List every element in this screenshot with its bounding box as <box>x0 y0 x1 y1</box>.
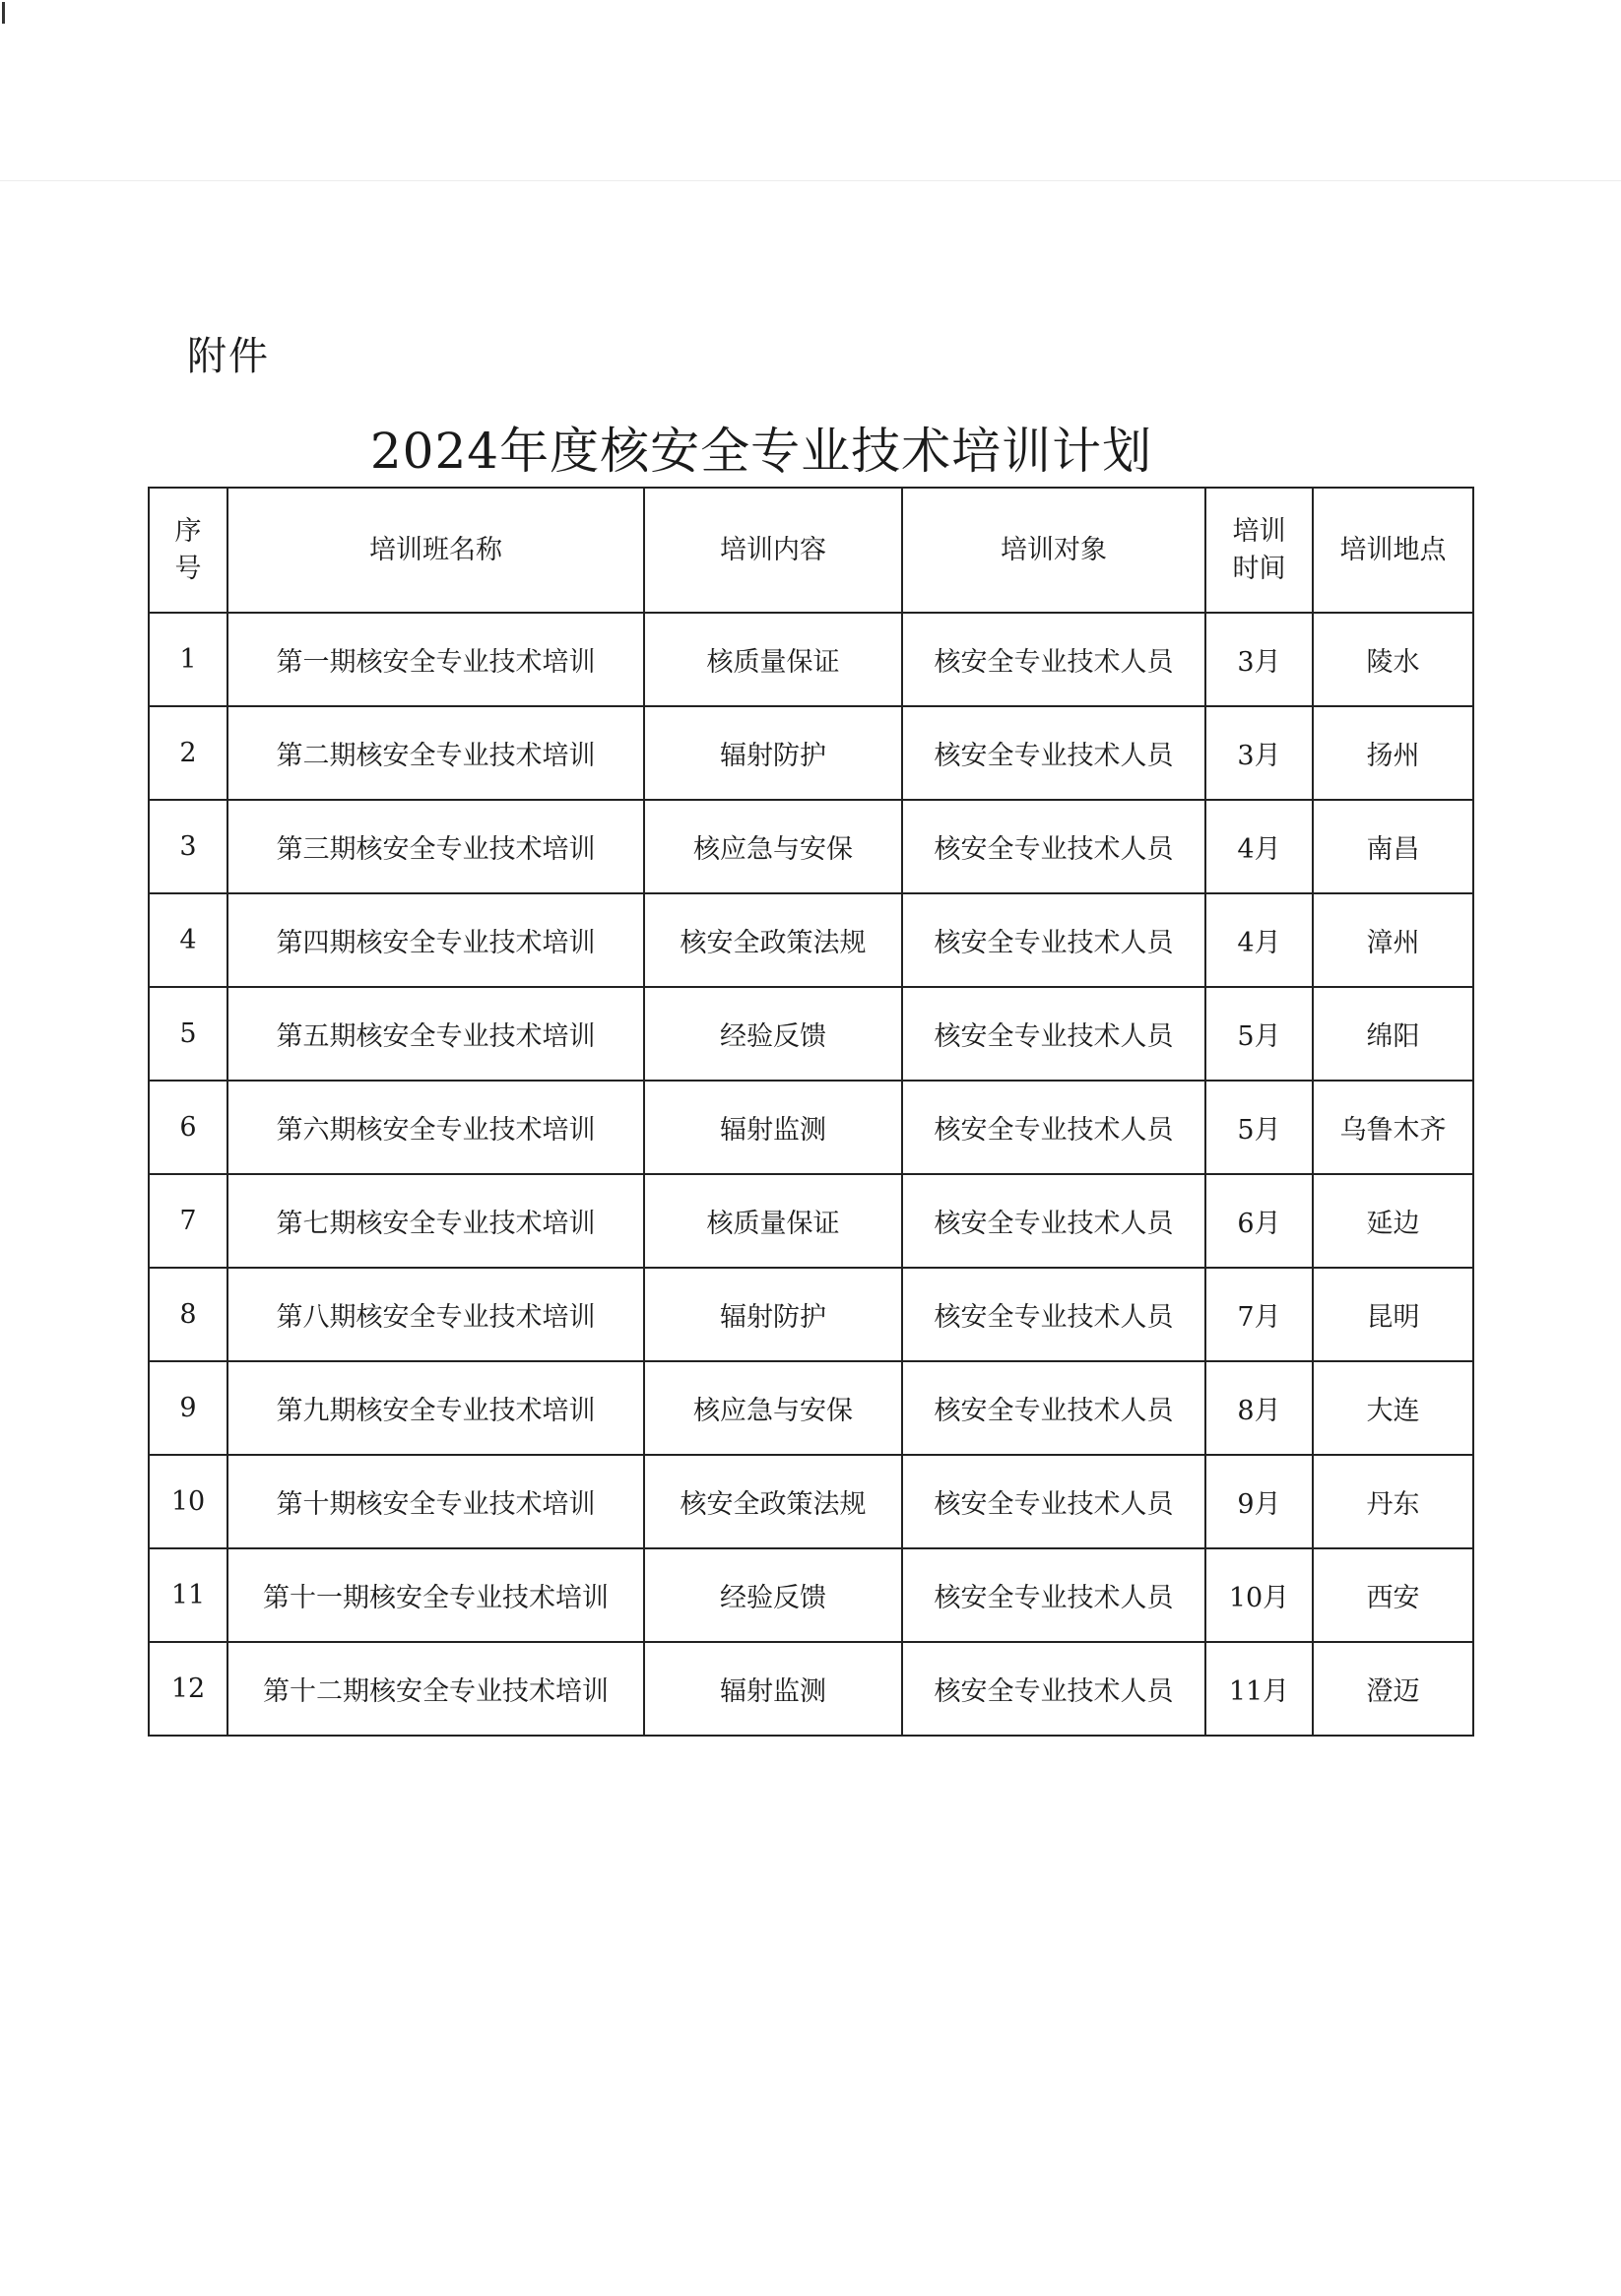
cell-seq: 8 <box>149 1268 227 1361</box>
table-header-row <box>149 488 1473 613</box>
header-content: 培训内容 <box>644 488 902 613</box>
cell-seq: 10 <box>149 1455 227 1548</box>
table-row <box>149 800 1473 893</box>
cell-seq: 11 <box>149 1548 227 1642</box>
cell-audience: 核安全专业技术人员 <box>902 1081 1205 1174</box>
cell-content: 辐射防护 <box>644 706 902 800</box>
cell-time: 4月 <box>1205 893 1313 987</box>
cell-time: 6月 <box>1205 1174 1313 1268</box>
cell-content: 辐射防护 <box>644 1268 902 1361</box>
cell-class-name: 第八期核安全专业技术培训 <box>227 1268 644 1361</box>
cell-audience: 核安全专业技术人员 <box>902 1455 1205 1548</box>
table-row <box>149 893 1473 987</box>
cell-time: 10月 <box>1205 1548 1313 1642</box>
cell-time: 5月 <box>1205 987 1313 1081</box>
cell-content: 核应急与安保 <box>644 800 902 893</box>
cell-audience: 核安全专业技术人员 <box>902 893 1205 987</box>
cell-class-name: 第九期核安全专业技术培训 <box>227 1361 644 1455</box>
cell-content: 核安全政策法规 <box>644 893 902 987</box>
cell-location: 南昌 <box>1313 800 1473 893</box>
cell-location: 漳州 <box>1313 893 1473 987</box>
cell-seq: 1 <box>149 613 227 706</box>
cell-seq: 9 <box>149 1361 227 1455</box>
cell-class-name: 第七期核安全专业技术培训 <box>227 1174 644 1268</box>
cell-content: 经验反馈 <box>644 1548 902 1642</box>
cell-audience: 核安全专业技术人员 <box>902 1548 1205 1642</box>
header-seq-line-2: 号 <box>174 553 202 584</box>
cell-seq: 2 <box>149 706 227 800</box>
table-row <box>149 987 1473 1081</box>
cell-class-name: 第十期核安全专业技术培训 <box>227 1455 644 1548</box>
header-seq-line-1: 序 <box>174 515 202 547</box>
page-title: 2024年度核安全专业技术培训计划 <box>369 423 1153 480</box>
table-row <box>149 706 1473 800</box>
header-time-line-1: 培训 <box>1232 515 1286 547</box>
cell-class-name: 第四期核安全专业技术培训 <box>227 893 644 987</box>
header-location: 培训地点 <box>1313 488 1473 613</box>
table-row <box>149 1268 1473 1361</box>
cell-location: 绵阳 <box>1313 987 1473 1081</box>
cell-class-name: 第三期核安全专业技术培训 <box>227 800 644 893</box>
cell-location: 丹东 <box>1313 1455 1473 1548</box>
cell-audience: 核安全专业技术人员 <box>902 987 1205 1081</box>
cell-time: 11月 <box>1205 1642 1313 1736</box>
cell-content: 辐射监测 <box>644 1642 902 1736</box>
cell-content: 经验反馈 <box>644 987 902 1081</box>
header-audience: 培训对象 <box>902 488 1205 613</box>
cell-location: 延边 <box>1313 1174 1473 1268</box>
cell-time: 8月 <box>1205 1361 1313 1455</box>
cell-content: 辐射监测 <box>644 1081 902 1174</box>
scan-line <box>0 180 1621 181</box>
cell-location: 扬州 <box>1313 706 1473 800</box>
cell-time: 4月 <box>1205 800 1313 893</box>
table-row <box>149 613 1473 706</box>
cell-seq: 3 <box>149 800 227 893</box>
cell-time: 3月 <box>1205 706 1313 800</box>
cell-class-name: 第十二期核安全专业技术培训 <box>227 1642 644 1736</box>
table-row <box>149 1174 1473 1268</box>
cell-location: 西安 <box>1313 1548 1473 1642</box>
cell-location: 乌鲁木齐 <box>1313 1081 1473 1174</box>
cell-seq: 7 <box>149 1174 227 1268</box>
cell-class-name: 第一期核安全专业技术培训 <box>227 613 644 706</box>
cell-audience: 核安全专业技术人员 <box>902 1642 1205 1736</box>
table-row <box>149 1548 1473 1642</box>
table-body <box>149 613 1473 1736</box>
header-time <box>1205 488 1313 613</box>
cell-content: 核应急与安保 <box>644 1361 902 1455</box>
cell-seq: 6 <box>149 1081 227 1174</box>
cell-content: 核安全政策法规 <box>644 1455 902 1548</box>
cell-content: 核质量保证 <box>644 1174 902 1268</box>
cell-location: 昆明 <box>1313 1268 1473 1361</box>
cell-seq: 4 <box>149 893 227 987</box>
cell-class-name: 第六期核安全专业技术培训 <box>227 1081 644 1174</box>
cell-time: 7月 <box>1205 1268 1313 1361</box>
cell-seq: 12 <box>149 1642 227 1736</box>
scan-mark <box>2 2 5 24</box>
cell-seq: 5 <box>149 987 227 1081</box>
table-row <box>149 1642 1473 1736</box>
cell-audience: 核安全专业技术人员 <box>902 706 1205 800</box>
table-row <box>149 1455 1473 1548</box>
cell-audience: 核安全专业技术人员 <box>902 800 1205 893</box>
table-row <box>149 1361 1473 1455</box>
table-row <box>149 1081 1473 1174</box>
header-time-line-2: 时间 <box>1232 553 1286 584</box>
cell-class-name: 第二期核安全专业技术培训 <box>227 706 644 800</box>
cell-location: 大连 <box>1313 1361 1473 1455</box>
cell-content: 核质量保证 <box>644 613 902 706</box>
header-class-name: 培训班名称 <box>227 488 644 613</box>
cell-audience: 核安全专业技术人员 <box>902 1174 1205 1268</box>
cell-class-name: 第十一期核安全专业技术培训 <box>227 1548 644 1642</box>
cell-time: 5月 <box>1205 1081 1313 1174</box>
cell-time: 9月 <box>1205 1455 1313 1548</box>
cell-location: 澄迈 <box>1313 1642 1473 1736</box>
attachment-label: 附件 <box>187 334 270 379</box>
cell-audience: 核安全专业技术人员 <box>902 1268 1205 1361</box>
cell-class-name: 第五期核安全专业技术培训 <box>227 987 644 1081</box>
header-seq <box>149 488 227 613</box>
training-plan-table <box>148 487 1474 1737</box>
cell-audience: 核安全专业技术人员 <box>902 613 1205 706</box>
cell-time: 3月 <box>1205 613 1313 706</box>
cell-location: 陵水 <box>1313 613 1473 706</box>
cell-audience: 核安全专业技术人员 <box>902 1361 1205 1455</box>
